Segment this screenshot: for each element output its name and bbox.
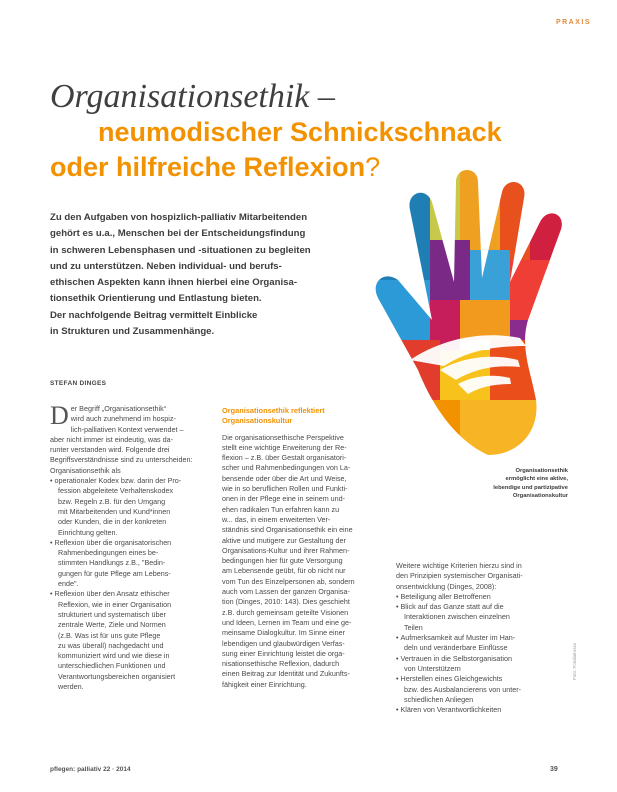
bullet-line: • Reflexion über die organisatorischen bbox=[50, 538, 210, 548]
bullet-line: deln und veränderbare Einflüsse bbox=[404, 643, 508, 653]
body-line: tion (Dinges, 2010: 143). Dies geschieht bbox=[222, 597, 350, 607]
journal-footer: pflegen: palliativ 22 · 2014 bbox=[50, 766, 131, 773]
bullet-line: ende". bbox=[58, 579, 79, 589]
body-line: fähigkeit einer Einrichtung. bbox=[222, 679, 307, 689]
bullet-line: Teilen bbox=[404, 622, 423, 632]
body-line: stellt eine wichtige Erweiterung der Re- bbox=[222, 442, 347, 452]
author-name: STEFAN DINGES bbox=[50, 380, 107, 387]
lead-line: tionsethik Orientierung und Entlastung bieten. bbox=[50, 293, 262, 305]
body-line: flexion – z.B. über Gestalt organisatori- bbox=[222, 453, 347, 463]
body-line: w... das, in einem erweiterten Ver- bbox=[222, 514, 331, 524]
bullet-line: strukturiert und systematisch über bbox=[58, 609, 166, 619]
bullet-line: • Blick auf das Ganze statt auf die bbox=[396, 602, 566, 612]
body-column-2 bbox=[222, 406, 382, 690]
bullet-line: zu was überall) nachgedacht und bbox=[58, 640, 164, 650]
body-line: bensende oder über die Art und Weise, bbox=[222, 473, 347, 483]
section-label: PRAXIS bbox=[555, 19, 591, 26]
body-line: ehen radikalen Tun erfahren kann zu bbox=[222, 504, 340, 514]
body-line: den Prinzipien systemischer Organisati- bbox=[396, 571, 523, 581]
bullet-line: (z.B. Was ist für uns gute Pflege bbox=[58, 630, 161, 640]
bullet-line: • Beteiligung aller Betroffenen bbox=[396, 592, 566, 602]
bullet-line: • Vertrauen in die Selbstorganisation bbox=[396, 654, 566, 664]
body-line: wird auch zunehmend im hospiz- bbox=[70, 414, 176, 424]
bullet-line: fession abgeleitete Verhaltenskodex bbox=[58, 486, 174, 496]
body-line: vom Tun des Einzelpersonen ab, sondern bbox=[222, 576, 355, 586]
body-line: Begriffsverständnisse sind zu unterscheiden: bbox=[50, 455, 193, 465]
body-line: Weitere wichtige Kriterien hierzu sind in bbox=[396, 561, 522, 570]
body-line: sung einer Einrichtung leistet die orga- bbox=[222, 648, 345, 658]
body-line: wie in so beruflichen Rollen und Funkti- bbox=[222, 484, 348, 494]
body-line: ständnis sind Organisationsethik ein eine bbox=[222, 525, 353, 535]
body-line: einen Beitrag zur Identität und Zukunfts- bbox=[222, 669, 350, 679]
bullet-line: bzw. Regeln z.B. für den Umgang bbox=[58, 496, 166, 506]
bullet-line: werden. bbox=[58, 682, 84, 692]
body-line: onen in der Pflege eine in seinem und- bbox=[222, 494, 346, 504]
body-line: scher und Rahmenbedingungen von La- bbox=[222, 463, 351, 473]
body-line: onsentwicklung (Dinges, 2008): bbox=[396, 581, 497, 591]
caption-line: ermöglicht eine aktive, bbox=[505, 476, 568, 483]
body-line: z.B. durch gemeinsam geteilte Visionen bbox=[222, 607, 349, 617]
lead-line: ethischen Aspekten kann ihnen hierbei eine Organisa- bbox=[50, 277, 298, 289]
body-line: aber nicht immer ist eindeutig, was da- bbox=[50, 434, 174, 444]
subheading: Organisationsethik reflektiert bbox=[222, 406, 325, 415]
bullet-line: • Aufmerksamkeit auf Muster im Han- bbox=[396, 633, 566, 643]
page-number: 39 bbox=[550, 766, 558, 773]
body-line: am Lebensende geübt, für ob nicht nur bbox=[222, 566, 346, 576]
bullet-line: gungen für gute Pflege am Lebens- bbox=[58, 568, 171, 578]
body-line: Organisationsethik als bbox=[50, 465, 121, 475]
body-line: und Ideen, Lernen im Team und eine ge- bbox=[222, 617, 352, 627]
drop-cap: D bbox=[50, 401, 69, 430]
photo-credit: Foto: Fotolia/rosso bbox=[572, 642, 577, 680]
body-column-3 bbox=[396, 561, 566, 715]
body-column-1 bbox=[50, 401, 210, 692]
bullet-line: Interaktionen zwischen einzelnen bbox=[404, 612, 510, 622]
subheading: Organisationskultur bbox=[222, 416, 293, 426]
body-line: aktive und mutigere zur Gestaltung der bbox=[222, 535, 346, 545]
bullet-line: unterschiedlichen Funktionen und bbox=[58, 661, 166, 671]
bullet-line: • Klären von Verantwortlichkeiten bbox=[396, 705, 566, 715]
lead-line: in Strukturen und Zusammenhänge. bbox=[50, 326, 215, 338]
bullet-line: • Herstellen eines Gleichgewichts bbox=[396, 674, 566, 684]
title-line-2: neumodischer Schnickschnack bbox=[98, 117, 502, 147]
bullet-line: Reflexion, wie in einer Organisation bbox=[58, 599, 172, 609]
bullet-line: oder Kunden, die in der konkreten bbox=[58, 517, 167, 527]
bullet-line: mit Mitarbeitenden und Kund*innen bbox=[58, 506, 171, 516]
title-line-3-main: oder hilfreiche Reflexion bbox=[50, 152, 366, 182]
body-line: nisationsethische Reflexion, dadurch bbox=[222, 659, 340, 669]
lead-line: Der nachfolgende Beitrag vermittelt Einblicke bbox=[50, 309, 258, 321]
body-line: bedingungen hier für gute Versorgung bbox=[222, 556, 343, 566]
caption-line: Organisationskultur bbox=[512, 493, 568, 500]
title-question-mark: ? bbox=[365, 152, 381, 182]
lead-line: in schweren Lebensphasen und -situationen zu begleiten bbox=[50, 244, 311, 256]
caption-line: lebendige und partizipative bbox=[493, 484, 568, 491]
lead-line: Zu den Aufgaben von hospizlich-palliativ Mitarbeitenden bbox=[50, 212, 308, 223]
bullet-line: zentrale Werte, Ziele und Normen bbox=[58, 620, 166, 630]
lead-paragraph bbox=[50, 210, 360, 340]
bullet-line: stimmten Handlungs z.B., "Bedin- bbox=[58, 558, 166, 568]
bullet-line: kommuniziert wird und wie diese in bbox=[58, 651, 170, 661]
image-caption bbox=[470, 467, 568, 501]
body-line: lich-palliativen Kontext verwendet – bbox=[70, 424, 184, 434]
caption-line: Organisationsethik bbox=[515, 468, 568, 474]
body-line: er Begriff „Organisationsethik“ bbox=[70, 404, 167, 413]
bullet-line: • operationaler Kodex bzw. darin der Pro- bbox=[50, 476, 210, 486]
bullet-line: bzw. des Ausbalancierens von unter- bbox=[404, 684, 522, 694]
lead-line: und zu unterstützen. Neben individual- und berufs- bbox=[50, 260, 282, 272]
bullet-line: Rahmenbedingungen eines be- bbox=[58, 548, 159, 558]
multicolored-mosaic-hand-icon bbox=[370, 170, 590, 460]
bullet-line: Einrichtung gelten. bbox=[58, 527, 118, 537]
bullet-line: schiedlichen Anliegen bbox=[404, 694, 474, 704]
body-line: lebendigen und glaubwürdigen Verfas- bbox=[222, 638, 345, 648]
body-line: Die organisationsethische Perspektive bbox=[222, 432, 344, 442]
bullet-line: Verantwortungsbereichen organisiert bbox=[58, 671, 176, 681]
body-line: auch vom Lassen der ganzen Organisa- bbox=[222, 587, 350, 597]
lead-line: gehört es u.a., Menschen bei der Entscheidungsfindung bbox=[50, 228, 306, 240]
bullet-line: • Reflexion über den Ansatz ethischer bbox=[50, 589, 210, 599]
body-line: Organisations-Kultur und ihrer Rahmen- bbox=[222, 545, 350, 555]
title-line-3 bbox=[50, 152, 380, 183]
body-line: runter verstanden wird. Folgende drei bbox=[50, 445, 170, 455]
title-line-1: Organisationsethik – bbox=[50, 78, 335, 115]
body-line: meinsame Dialogkultur. Im Sinne einer bbox=[222, 628, 346, 638]
bullet-line: von Unterstützern bbox=[404, 663, 461, 673]
